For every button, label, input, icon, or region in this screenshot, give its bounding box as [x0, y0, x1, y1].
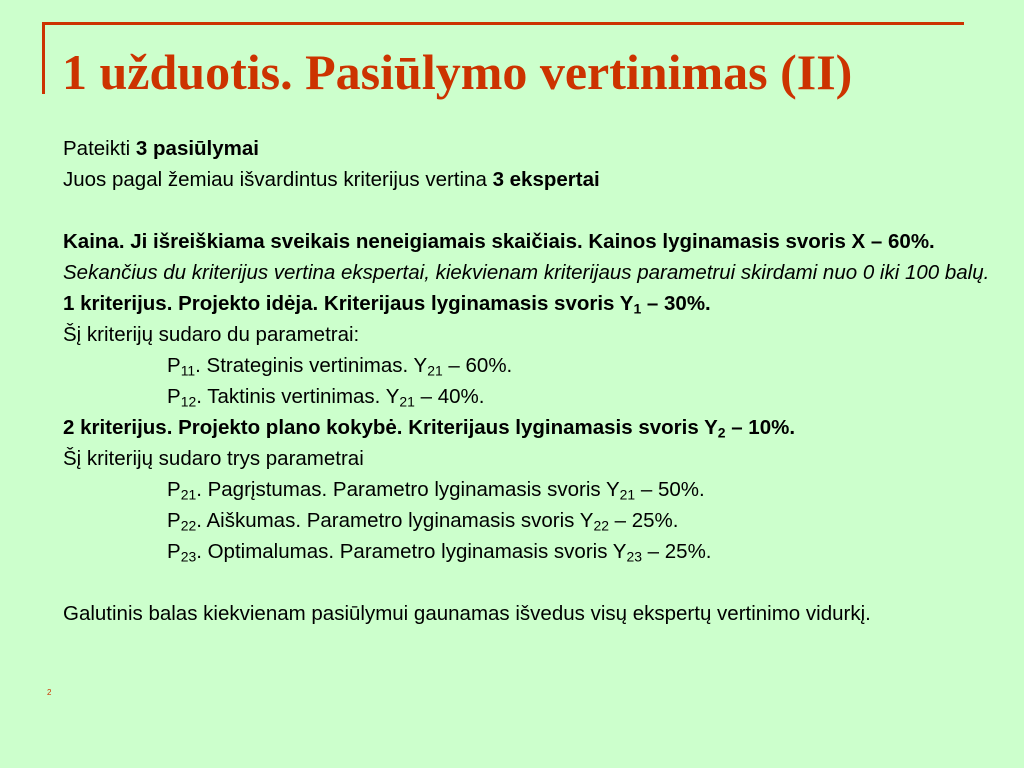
param-subscript: 22	[180, 517, 197, 534]
criterion-2-heading	[63, 412, 1003, 443]
intro-experts-count: 3 ekspertai	[492, 168, 600, 191]
criterion-1-intro: Šį kriterijų sudaro du parametrai:	[63, 323, 360, 346]
criterion-2-intro: Šį kriterijų sudaro trys parametrai	[63, 447, 364, 470]
parameter-p11	[63, 350, 1003, 381]
intro-proposals-line	[63, 133, 1003, 164]
param-letter: P	[167, 354, 181, 377]
intro-proposals-text: Pateikti	[63, 137, 136, 160]
slide-number: 2	[47, 688, 52, 697]
intro-experts-line	[63, 164, 1003, 195]
param-text: . Pagrįstumas. Parametro lyginamasis svoris Y	[196, 478, 620, 501]
weight-value: – 25%.	[608, 509, 679, 532]
param-letter: P	[167, 540, 181, 563]
parameter-p12	[63, 381, 1003, 412]
param-text: . Strateginis vertinimas. Y	[195, 354, 428, 377]
param-text: . Taktinis vertinimas. Y	[196, 385, 400, 408]
weight-subscript: 23	[626, 548, 642, 565]
criterion-1-heading	[63, 288, 1003, 319]
weight-value: – 40%.	[414, 385, 485, 408]
price-criterion: Kaina. Ji išreiškiama sveikais neneigiamais skaičiais. Kainos lyginamasis svoris X – 60%.	[63, 230, 935, 253]
parameter-p23	[63, 536, 1003, 567]
param-letter: P	[167, 478, 181, 501]
weight-value: – 60%.	[442, 354, 513, 377]
final-score-note: Galutinis balas kiekvienam pasiūlymui gaunamas išvedus visų ekspertų vertinimo vidurkį.	[63, 602, 871, 625]
param-letter: P	[167, 509, 181, 532]
criterion-1-weight-subscript: 1	[633, 300, 642, 317]
weight-subscript: 21	[399, 393, 415, 410]
criterion-1-weight-value: – 30%.	[641, 292, 711, 315]
criterion-1-heading-text: 1 kriterijus. Projekto idėja. Kriterijaus lyginamasis svoris Y	[63, 292, 634, 315]
param-letter: P	[167, 385, 181, 408]
title-frame-top-rule	[42, 22, 964, 25]
intro-experts-text: Juos pagal žemiau išvardintus kriterijus vertina	[63, 168, 493, 191]
title-frame-left-rule	[42, 22, 45, 94]
slide-title: 1 užduotis. Pasiūlymo vertinimas (II)	[62, 44, 853, 100]
spacer	[63, 567, 1003, 598]
param-subscript: 21	[180, 486, 197, 503]
criterion-2-weight-subscript: 2	[717, 424, 726, 441]
intro-proposals-count: 3 pasiūlymai	[135, 137, 259, 160]
param-subscript: 11	[180, 362, 196, 379]
param-subscript: 12	[180, 393, 197, 410]
param-subscript: 23	[180, 548, 197, 565]
weight-value: – 25%.	[641, 540, 712, 563]
param-text: . Aiškumas. Parametro lyginamasis svoris Y	[196, 509, 594, 532]
criterion-2-heading-text: 2 kriterijus. Projekto plano kokybė. Kriterijaus lyginamasis svoris Y	[63, 416, 718, 439]
param-text: . Optimalumas. Parametro lyginamasis svoris Y	[196, 540, 627, 563]
spacer	[63, 195, 1003, 226]
criterion-2-weight-value: – 10%.	[725, 416, 796, 439]
weight-subscript: 21	[619, 486, 636, 503]
parameter-p22	[63, 505, 1003, 536]
weight-value: – 50%.	[635, 478, 705, 501]
slide-body	[63, 133, 1003, 629]
experts-scoring-note: Sekančius du kriterijus vertina ekspertai, kiekvienam kriterijaus parametrui skirdami nuo 0 iki 100 balų.	[63, 261, 990, 284]
weight-subscript: 21	[427, 362, 443, 379]
parameter-p21	[63, 474, 1003, 505]
weight-subscript: 22	[593, 517, 609, 534]
